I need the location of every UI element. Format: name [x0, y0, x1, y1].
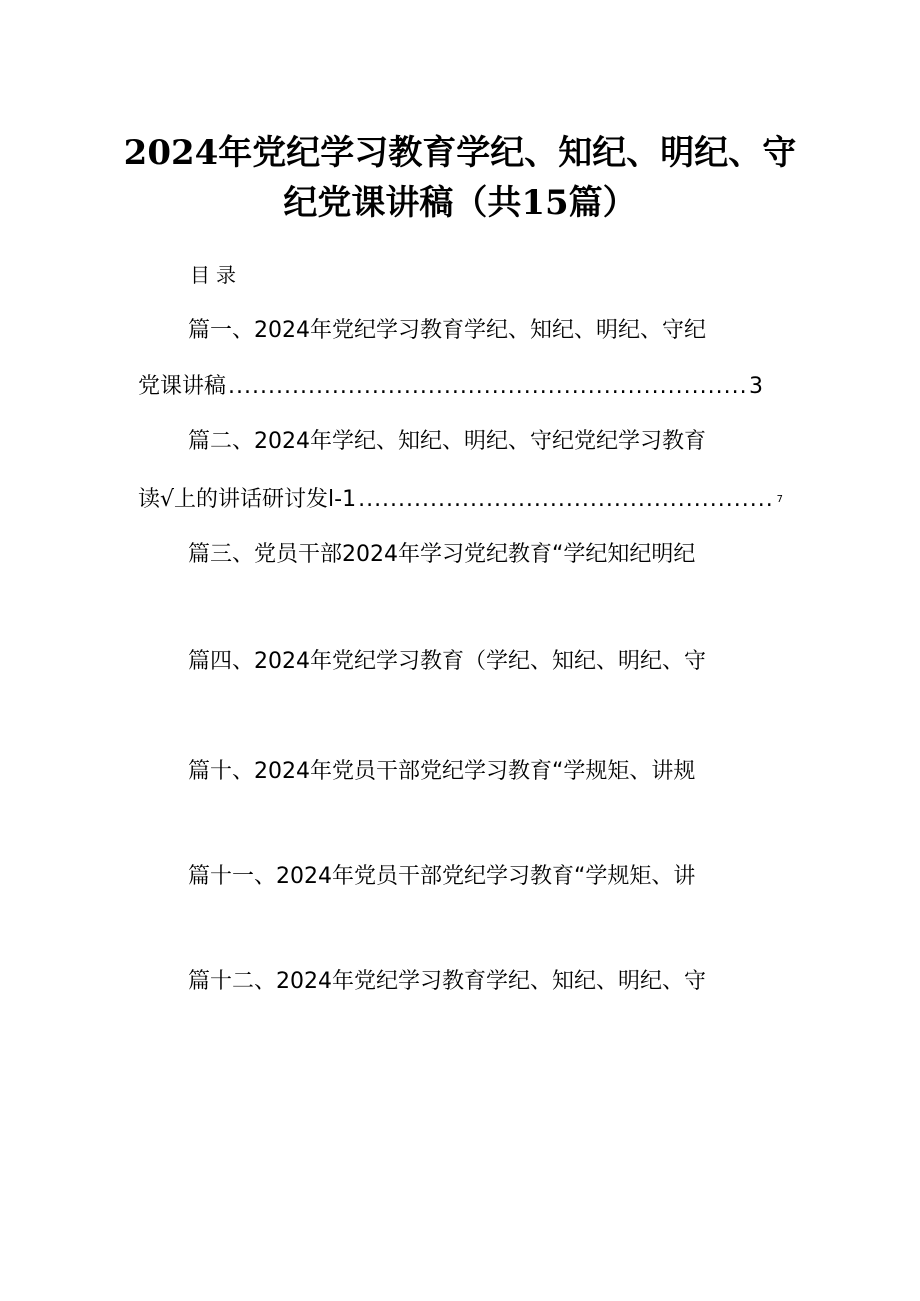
toc-entry-1-page: 3 [749, 374, 763, 399]
toc-entry-2-page: 7 [776, 494, 783, 505]
toc-entry-2-line-2: 读√上的讲话研讨发l-1 [138, 487, 357, 512]
toc-entry-1-leader[interactable] [138, 371, 763, 403]
document-title-line-2: 纪党课讲稿（共15篇） [283, 183, 637, 223]
toc-entry-7[interactable]: 篇十二、2024年党纪学习教育学纪、知纪、明纪、守 [188, 969, 706, 994]
toc-heading: 目录 [190, 263, 242, 287]
toc-entry-2-leader[interactable] [138, 484, 783, 516]
toc-entry-1-line-1[interactable]: 篇一、2024年党纪学习教育学纪、知纪、明纪、守纪 [188, 318, 706, 343]
toc-entry-1-line-2: 党课讲稿 [138, 374, 227, 399]
toc-dot-leader [358, 484, 775, 516]
document-title-line-1: 2024年党纪学习教育学纪、知纪、明纪、守 [123, 133, 797, 173]
toc-dot-leader [228, 371, 747, 403]
toc-entry-3[interactable]: 篇三、党员干部2024年学习党纪教育“学纪知纪明纪 [188, 542, 696, 567]
toc-entry-4[interactable]: 篇四、2024年党纪学习教育（学纪、知纪、明纪、守 [188, 649, 706, 674]
toc-entry-5[interactable]: 篇十、2024年党员干部党纪学习教育“学规矩、讲规 [188, 759, 696, 784]
toc-entry-2-line-1[interactable]: 篇二、2024年学纪、知纪、明纪、守纪党纪学习教育 [188, 429, 706, 454]
toc-entry-6[interactable]: 篇十一、2024年党员干部党纪学习教育“学规矩、讲 [188, 864, 696, 889]
